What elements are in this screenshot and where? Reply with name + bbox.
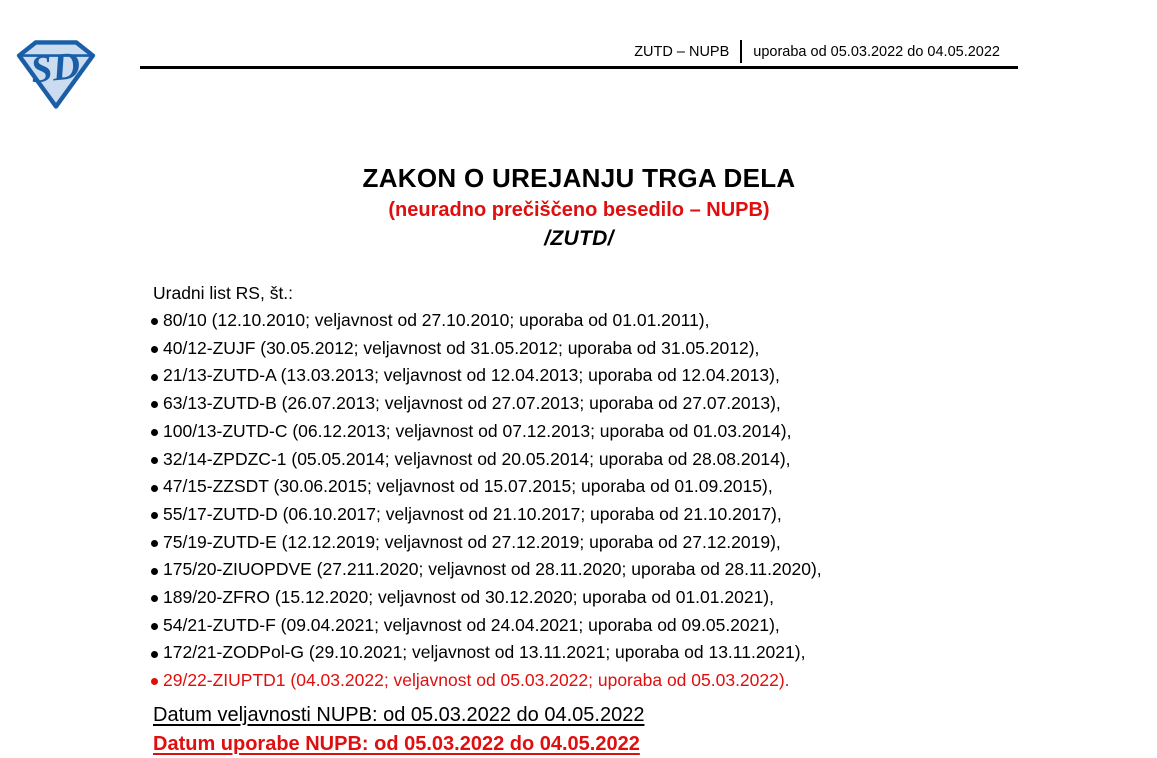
bullet-icon <box>151 429 158 436</box>
gazette-entry-text: 189/20-ZFRO (15.12.2020; veljavnost od 30.12.2020; uporaba od 01.01.2021), <box>163 584 774 612</box>
bullet-icon <box>151 678 158 685</box>
gazette-entry <box>151 335 822 363</box>
gazette-entry-text: 75/19-ZUTD-E (12.12.2019; veljavnost od 27.12.2019; uporaba od 27.12.2019), <box>163 529 781 557</box>
bullet-icon <box>151 457 158 464</box>
validity-date-line: Datum veljavnosti NUPB: od 05.03.2022 do 04.05.2022 <box>153 701 644 730</box>
gazette-entry-text: 32/14-ZPDZC-1 (05.05.2014; veljavnost od 20.05.2014; uporaba od 28.08.2014), <box>163 446 791 474</box>
gazette-entry-text: 21/13-ZUTD-A (13.03.2013; veljavnost od 12.04.2013; uporaba od 12.04.2013), <box>163 362 780 390</box>
gazette-entry <box>151 390 822 418</box>
bullet-icon <box>151 568 158 575</box>
gazette-entry-text: 55/17-ZUTD-D (06.10.2017; veljavnost od 21.10.2017; uporaba od 21.10.2017), <box>163 501 782 529</box>
logo-letters: SD <box>29 45 83 92</box>
gazette-entry <box>151 473 822 501</box>
gazette-entry-text: 63/13-ZUTD-B (26.07.2013; veljavnost od 27.07.2013; uporaba od 27.07.2013), <box>163 390 781 418</box>
gazette-entry-text: 29/22-ZIUPTD1 (04.03.2022; veljavnost od 05.03.2022; uporaba od 05.03.2022). <box>163 667 790 695</box>
gazette-list <box>151 307 822 695</box>
bullet-icon <box>151 374 158 381</box>
gazette-entry <box>151 446 822 474</box>
bullet-icon <box>151 595 158 602</box>
gazette-entry-text: 40/12-ZUJF (30.05.2012; veljavnost od 31.05.2012; uporaba od 31.05.2012), <box>163 335 759 363</box>
gazette-entry <box>151 501 822 529</box>
gazette-entry <box>151 639 822 667</box>
gazette-list-heading: Uradni list RS, št.: <box>153 283 822 304</box>
gazette-entry <box>151 362 822 390</box>
header-rule <box>140 66 1018 69</box>
gazette-entry <box>151 529 822 557</box>
gazette-entry-text: 100/13-ZUTD-C (06.12.2013; veljavnost od 07.12.2013; uporaba od 01.03.2014), <box>163 418 791 446</box>
gazette-entry-text: 54/21-ZUTD-F (09.04.2021; veljavnost od 24.04.2021; uporaba od 09.05.2021), <box>163 612 780 640</box>
page-header <box>634 40 1000 63</box>
footer-dates <box>153 701 644 758</box>
gazette-entry-text: 80/10 (12.10.2010; veljavnost od 27.10.2010; uporaba od 01.01.2011), <box>163 307 710 335</box>
gazette-entry-text: 47/15-ZZSDT (30.06.2015; veljavnost od 15.07.2015; uporaba od 01.09.2015), <box>163 473 773 501</box>
gazette-entry <box>151 556 822 584</box>
header-divider <box>740 40 742 63</box>
gazette-entry <box>151 307 822 335</box>
header-doc-code: ZUTD – NUPB <box>634 44 729 60</box>
gazette-entry-highlighted <box>151 667 822 695</box>
gazette-entry <box>151 612 822 640</box>
bullet-icon <box>151 540 158 547</box>
document-title: ZAKON O UREJANJU TRGA DELA <box>140 163 1018 194</box>
gazette-entry-text: 172/21-ZODPol-G (29.10.2021; veljavnost od 13.11.2021; uporaba od 13.11.2021), <box>163 639 805 667</box>
gazette-entry <box>151 418 822 446</box>
bullet-icon <box>151 401 158 408</box>
gazette-entry-text: 175/20-ZIUOPDVE (27.211.2020; veljavnost od 28.11.2020; uporaba od 28.11.2020), <box>163 556 822 584</box>
gazette-section <box>151 283 822 695</box>
document-subtitle: (neuradno prečiščeno besedilo – NUPB) <box>140 199 1018 222</box>
bullet-icon <box>151 512 158 519</box>
title-block <box>140 163 1018 251</box>
bullet-icon <box>151 623 158 630</box>
sd-shield-logo <box>12 38 100 110</box>
usage-date-line: Datum uporabe NUPB: od 05.03.2022 do 04.05.2022 <box>153 730 644 758</box>
bullet-icon <box>151 346 158 353</box>
document-short-name: /ZUTD/ <box>140 227 1018 251</box>
bullet-icon <box>151 485 158 492</box>
header-validity-range: uporaba od 05.03.2022 do 04.05.2022 <box>753 44 1000 60</box>
bullet-icon <box>151 318 158 325</box>
gazette-entry <box>151 584 822 612</box>
bullet-icon <box>151 651 158 658</box>
